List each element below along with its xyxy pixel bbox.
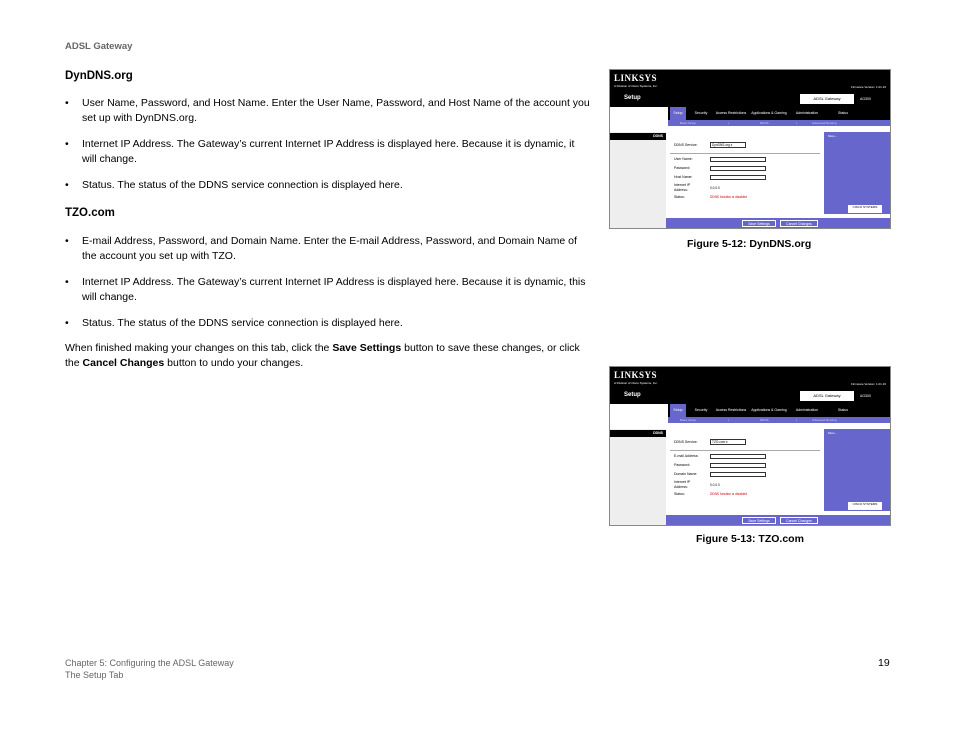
save-settings-button[interactable]: Save Settings: [742, 220, 776, 227]
help-column: [824, 429, 891, 511]
bullet-text: Status. The status of the DDNS service connection is displayed here.: [82, 179, 403, 191]
left-column: [610, 132, 666, 229]
logo-subtitle: A Division of Cisco Systems, Inc.: [614, 84, 658, 88]
email-input[interactable]: [710, 454, 766, 459]
domain-name-input[interactable]: [710, 472, 766, 477]
firmware-version: Firmware Version: 1.01.16: [850, 382, 886, 386]
page-number: 19: [878, 657, 890, 669]
subtab-basic-setup[interactable]: Basic Setup: [680, 121, 697, 125]
cisco-logo: CISCO SYSTEMS: [848, 502, 882, 510]
firmware-version: Firmware Version: 1.01.16: [850, 85, 886, 89]
subnav-separator: |: [796, 121, 797, 125]
tab-security[interactable]: Security: [694, 111, 708, 115]
username-label: User Name:: [674, 157, 693, 161]
dyndns-heading: DynDNS.org: [65, 70, 133, 82]
ddns-service-label: DDNS Service:: [674, 143, 698, 147]
bottom-bar: [666, 515, 891, 526]
bullet-text: Internet IP Address. The Gateway’s current Internet IP Address is displayed here. Because it is dynamic, it will change.: [82, 138, 575, 165]
tab-access-restrictions[interactable]: Access Restrictions: [715, 408, 747, 412]
internet-ip-label: Internet IP Address:: [674, 183, 691, 192]
password-input[interactable]: [710, 166, 766, 171]
ddns-service-value: DynDNS.org: [712, 143, 730, 147]
tzo-bullet-1: [65, 234, 590, 264]
hostname-input[interactable]: [710, 175, 766, 180]
bullet-text: User Name, Password, and Host Name. Enter the User Name, Password, and Host Name of the account you set up with DynDNS.org.: [82, 97, 590, 124]
subtab-advanced-routing[interactable]: Advanced Routing: [812, 418, 837, 422]
ddns-service-value: TZO.com: [712, 440, 726, 444]
cancel-changes-button[interactable]: Cancel Changes: [780, 220, 818, 227]
password-input[interactable]: [710, 463, 766, 468]
linksys-logo: LINKSYS: [614, 370, 658, 380]
sub-nav-bar: [668, 417, 891, 423]
dyndns-bullet-3: [65, 178, 590, 193]
bottom-bar: [666, 218, 891, 229]
subnav-separator: |: [728, 418, 729, 422]
tab-status[interactable]: Status: [838, 408, 848, 412]
divider: [670, 153, 820, 154]
cisco-logo: CISCO SYSTEMS: [848, 205, 882, 213]
status-label: Status:: [674, 195, 685, 199]
closing-text: button to save these changes, or click the: [65, 342, 580, 369]
tab-status[interactable]: Status: [838, 111, 848, 115]
internet-ip-value: 0.0.0.0: [710, 186, 720, 190]
subnav-separator: |: [796, 418, 797, 422]
subtab-ddns[interactable]: DDNS: [760, 121, 769, 125]
bullet-glyph: •: [65, 317, 69, 329]
dyndns-bullet-1: [65, 96, 590, 126]
tzo-bullet-2: [65, 275, 590, 305]
save-settings-term: Save Settings: [332, 342, 402, 354]
more-link[interactable]: More...: [828, 431, 838, 435]
closing-text: When finished making your changes on this tab, click the: [65, 342, 333, 354]
username-input[interactable]: [710, 157, 766, 162]
tab-security[interactable]: Security: [694, 408, 708, 412]
divider: [670, 450, 820, 451]
status-value: DDNS function is disabled: [710, 492, 748, 496]
left-column: [610, 429, 666, 526]
help-column: [824, 132, 891, 214]
tab-setup[interactable]: Setup: [670, 107, 686, 120]
bullet-text: E-mail Address, Password, and Domain Name. Enter the E-mail Address, Password, and Domain Name of the account you set up with TZO.: [82, 235, 577, 262]
bullet-text: Internet IP Address. The Gateway’s current Internet IP Address is displayed here. Because it is dynamic, this will change.: [82, 276, 586, 303]
hostname-label: Host Name:: [674, 175, 693, 179]
tab-setup[interactable]: Setup: [670, 404, 686, 417]
more-link[interactable]: More...: [828, 134, 838, 138]
figure-dyndns-screenshot: [609, 69, 891, 229]
product-name: ADSL Gateway: [800, 94, 854, 104]
logo-subtitle: A Division of Cisco Systems, Inc.: [614, 381, 658, 385]
figure-caption-tzo: Figure 5-13: TZO.com: [696, 533, 804, 545]
closing-paragraph: [65, 341, 595, 371]
model-number: AG300: [860, 394, 871, 398]
status-value: DDNS function is disabled: [710, 195, 748, 199]
subtab-basic-setup[interactable]: Basic Setup: [680, 418, 697, 422]
subtab-ddns[interactable]: DDNS: [760, 418, 769, 422]
tzo-heading: TZO.com: [65, 207, 115, 219]
footer-chapter: Chapter 5: Configuring the ADSL Gateway: [65, 658, 234, 668]
linksys-logo: LINKSYS: [614, 73, 658, 83]
subtab-advanced-routing[interactable]: Advanced Routing: [812, 121, 837, 125]
section-label-ddns: DDNS: [610, 430, 666, 437]
closing-text: button to undo your changes.: [164, 357, 304, 369]
figure-caption-dyndns: Figure 5-12: DynDNS.org: [687, 238, 812, 250]
ddns-service-label: DDNS Service:: [674, 440, 698, 444]
ddns-service-select[interactable]: TZO.com ▾: [710, 439, 746, 445]
setup-label: Setup: [624, 95, 641, 101]
status-label: Status:: [674, 492, 685, 496]
cancel-changes-term: Cancel Changes: [82, 357, 165, 369]
bullet-glyph: •: [65, 138, 69, 150]
running-header: ADSL Gateway: [65, 41, 133, 52]
domain-name-label: Domain Name:: [674, 472, 698, 476]
email-label: E-mail Address:: [674, 454, 699, 458]
page-footer: [65, 657, 234, 681]
tab-applications-gaming[interactable]: Applications & Gaming: [751, 408, 787, 412]
bullet-glyph: •: [65, 179, 69, 191]
bullet-glyph: •: [65, 235, 69, 247]
tab-applications-gaming[interactable]: Applications & Gaming: [751, 111, 787, 115]
tab-administration[interactable]: Administration: [795, 408, 819, 412]
tab-access-restrictions[interactable]: Access Restrictions: [715, 111, 747, 115]
section-label-ddns: DDNS: [610, 133, 666, 140]
footer-section: The Setup Tab: [65, 670, 124, 680]
internet-ip-label: Internet IP Address:: [674, 480, 691, 489]
sub-nav-bar: [668, 120, 891, 126]
password-label: Password:: [674, 166, 691, 170]
figure-tzo-screenshot: [609, 366, 891, 526]
internet-ip-value: 0.0.0.0: [710, 483, 720, 487]
subnav-separator: |: [728, 121, 729, 125]
tzo-bullet-3: [65, 316, 590, 331]
model-number: AG300: [860, 97, 871, 101]
ddns-service-select[interactable]: DynDNS.org ▾: [710, 142, 746, 148]
cancel-changes-button[interactable]: Cancel Changes: [780, 517, 818, 524]
setup-label: Setup: [624, 392, 641, 398]
dyndns-bullet-2: [65, 137, 590, 167]
bullet-glyph: •: [65, 97, 69, 109]
product-name: ADSL Gateway: [800, 391, 854, 401]
bullet-text: Status. The status of the DDNS service connection is displayed here.: [82, 317, 403, 329]
tab-administration[interactable]: Administration: [795, 111, 819, 115]
password-label: Password:: [674, 463, 691, 467]
save-settings-button[interactable]: Save Settings: [742, 517, 776, 524]
bullet-glyph: •: [65, 276, 69, 288]
